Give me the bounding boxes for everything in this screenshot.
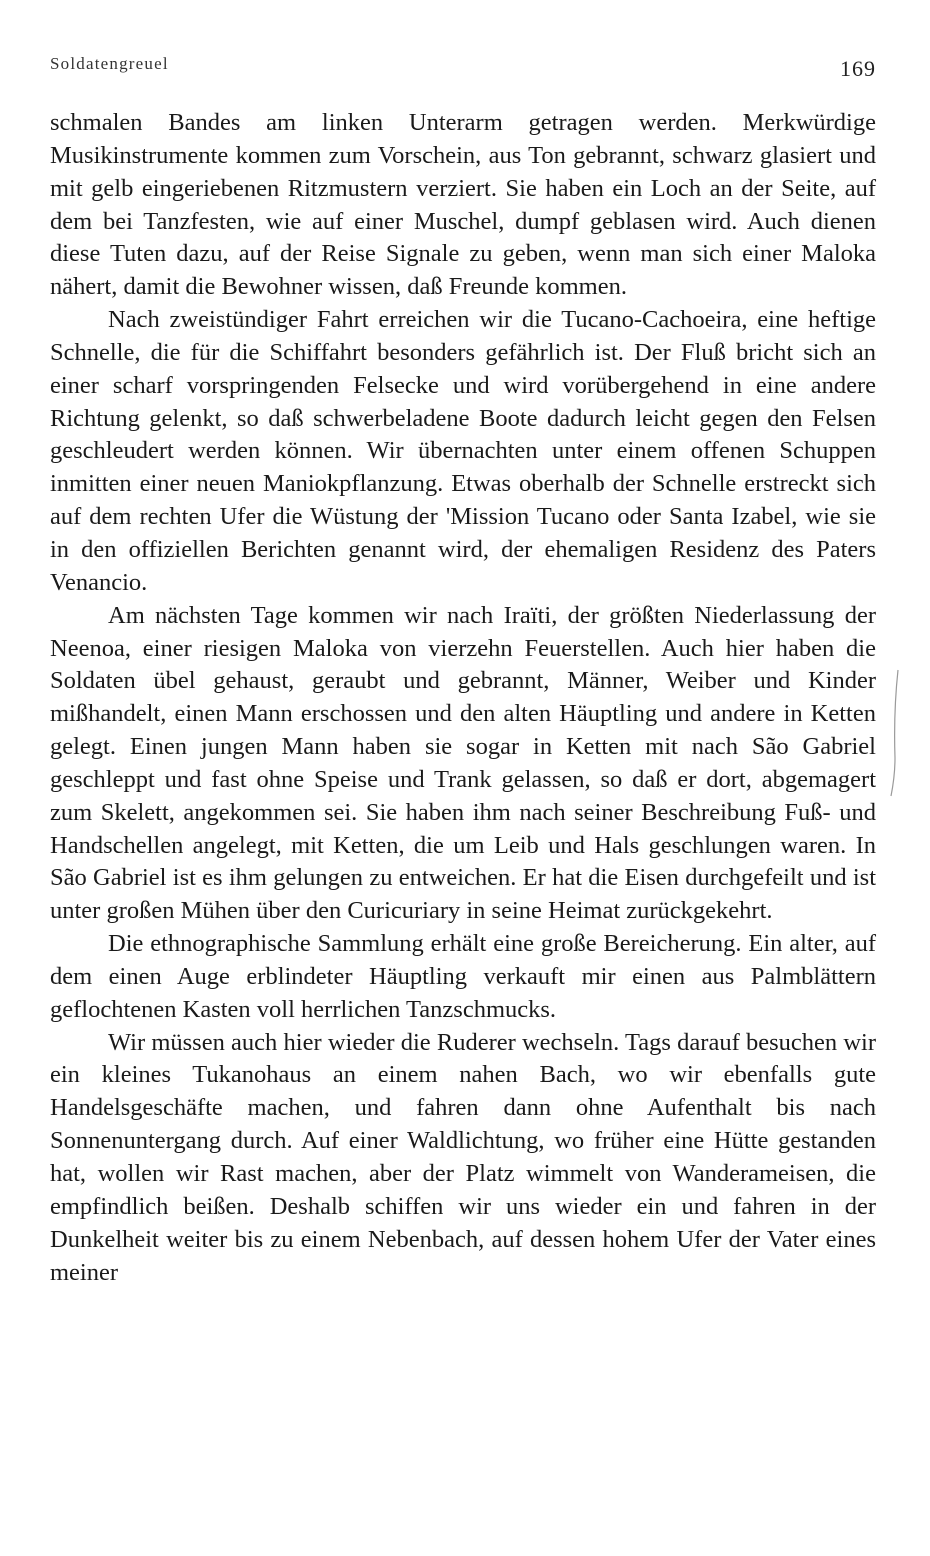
body-text xyxy=(50,107,876,1289)
paragraph-3: Am nächsten Tage kommen wir nach Iraïti, der größten Niederlassung der Neenoa, einer riesigen Maloka von vierzehn Feuerstellen. Auch hier haben die Soldaten übel gehaust, geraubt und gebrannt, Männer, Weiber und Kinder mißhandelt, einen Mann erschossen und den alten Häuptling und andere in Ketten gelegt. Einen jungen Mann haben sie sogar in Ketten mit nach São Gabriel geschleppt und fast ohne Speise und Trank gelassen, so daß er dort, abgemagert zum Skelett, angekommen sei. Sie haben ihm nach seiner Beschreibung Fuß- und Handschellen angelegt, mit Ketten, die um Leib und Hals geschlungen waren. In São Gabriel ist es ihm gelungen zu entweichen. Er hat die Eisen durchgefeilt und ist unter großen Mühen über den Curicuriary in seine Heimat zurückgekehrt. xyxy=(50,601,876,925)
paragraph-1: schmalen Bandes am linken Unterarm getragen werden. Merkwürdige Musikinstrumente kommen zum Vorschein, aus Ton gebrannt, schwarz glasiert und mit gelb eingeriebenen Ritzmustern verziert. Sie haben ein Loch an der Seite, auf dem bei Tanzfesten, wie auf einer Muschel, dumpf geblasen wird. Auch dienen diese Tuten dazu, auf der Reise Signale zu geben, wenn man sich einer Maloka nähert, damit die Bewohner wissen, daß Freunde kommen. xyxy=(50,109,876,301)
paragraph-4: Die ethnographische Sammlung erhält eine große Bereicherung. Ein alter, auf dem einen Auge erblindeter Häuptling verkauft mir einen aus Palmblättern geflochtenen Kasten voll herrlichen Tanzschmucks. xyxy=(50,930,876,1023)
paragraph-5: Wir müssen auch hier wieder die Ruderer wechseln. Tags darauf besuchen wir ein kleines Tukanohaus an einem nahen Bach, wo wir ebenfalls gute Handelsgeschäfte machen, und fahren dann ohne Aufenthalt bis nach Sonnenuntergang durch. Auf einer Waldlichtung, wo früher eine Hütte gestanden hat, wollen wir Rast machen, aber der Platz wimmelt von Wanderameisen, die empfindlich beißen. Deshalb schiffen wir uns wieder ein und fahren in der Dunkelheit weiter bis zu einem Nebenbach, auf dessen hohem Ufer der Vater eines meiner xyxy=(50,1028,876,1286)
running-title: Soldatengreuel xyxy=(50,54,169,73)
running-head xyxy=(50,52,876,82)
paragraph-2: Nach zweistündiger Fahrt erreichen wir die Tucano-Cachoeira, eine heftige Schnelle, die für die Schiffahrt besonders gefährlich ist. Der Fluß bricht sich an einer scharf vorspringenden Felsecke und wird vorübergehend in eine andere Richtung gelenkt, so daß schwerbeladene Boote dadurch leicht gegen den Felsen geschleudert werden können. Wir übernachten unter einem offenen Schuppen inmitten einer neuen Maniokpflanzung. Etwas oberhalb der Schnelle erstreckt sich auf dem rechten Ufer die Wüstung der 'Mission Tucano oder Santa Izabel, wie sie in den offiziellen Berichten genannt wird, der ehemaligen Residenz des Paters Venancio. xyxy=(50,306,876,596)
page-number: 169 xyxy=(840,56,876,81)
margin-pencil-mark xyxy=(889,668,903,798)
